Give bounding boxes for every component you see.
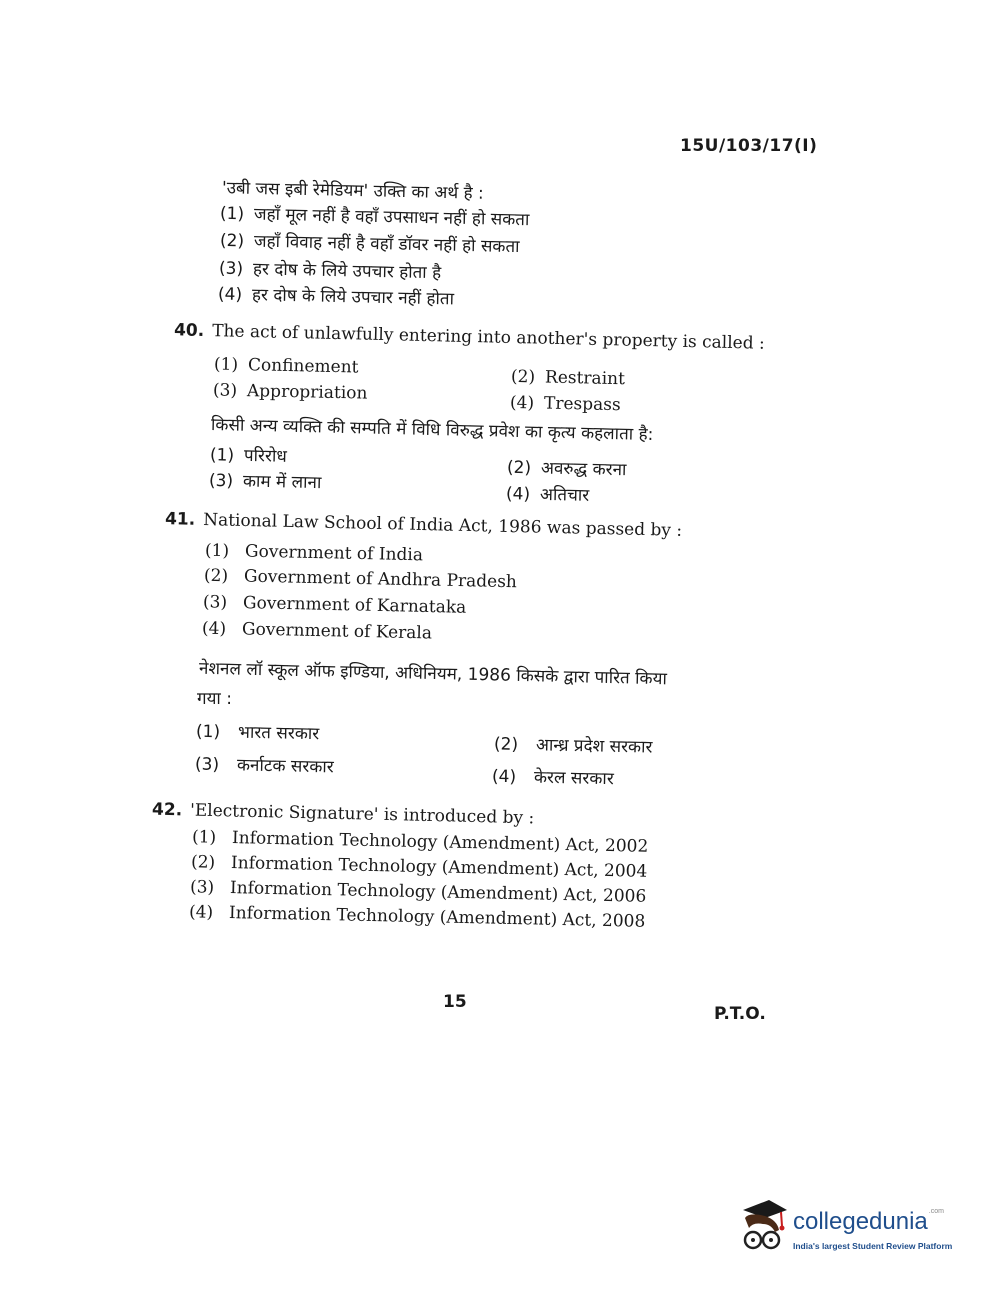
- q40-option-3: (3) Appropriation: [212, 380, 368, 404]
- q40-option-1: (1) Confinement: [213, 354, 359, 378]
- q41-option-4: (4) Government of Kerala: [201, 618, 433, 644]
- q40-hi-option-1: (1) परिरोध: [209, 445, 287, 467]
- q39-stem-hindi: 'उबी जस इबी रेमेडियम' उक्ति का अर्थ है :: [221, 178, 484, 204]
- logo-wordmark: collegedunia$^{.com}$: [793, 1208, 944, 1235]
- pto-label: P.T.O.: [714, 1004, 766, 1024]
- q42-option-4: (4) Information Technology (Amendment) Act, 2008: [188, 902, 646, 932]
- mascot-icon: [735, 1198, 791, 1262]
- collegedunia-logo: [735, 1198, 965, 1262]
- q42-option-2: (2) Information Technology (Amendment) Act, 2004: [190, 852, 648, 882]
- q41-hi-option-4: (4) केरल सरकार: [491, 766, 614, 790]
- q40-hi-option-4: (4) अतिचार: [505, 484, 590, 506]
- q42-option-3: (3) Information Technology (Amendment) Act, 2006: [189, 877, 647, 907]
- q41-option-2: (2) Government of Andhra Pradesh: [203, 565, 518, 593]
- q41-hi-option-3: (3) कर्नाटक सरकार: [194, 754, 334, 778]
- q41-option-3: (3) Government of Karnataka: [202, 592, 467, 618]
- q41-hi-option-1: (1) भारत सरकार: [195, 721, 320, 745]
- q39-option-3: (3) हर दोष के लिये उपचार होता है: [218, 258, 442, 284]
- q42-option-1: (1) Information Technology (Amendment) Act, 2002: [191, 827, 649, 857]
- q39-option-4: (4) हर दोष के लिये उपचार नहीं होता: [217, 284, 455, 310]
- q41-hi-option-2: (2) आन्ध्र प्रदेश सरकार: [493, 734, 653, 758]
- q39-option-2: (2) जहाँ विवाह नहीं है वहाँ डॉवर नहीं हो सकता: [219, 230, 520, 258]
- q40-option-2: (2) Restraint: [510, 366, 626, 390]
- logo-tagline: India's largest Student Review Platform: [793, 1241, 953, 1251]
- q41-stem: 41. National Law School of India Act, 1986 was passed by :: [164, 509, 683, 541]
- q40-option-4: (4) Trespass: [509, 392, 621, 416]
- paper-code: 15U/103/17(I): [680, 136, 818, 156]
- q40-stem-hindi: किसी अन्य व्यक्ति की सम्पति में विधि विरुद्ध प्रवेश का कृत्य कहलाता है:: [210, 414, 654, 446]
- q42-stem: 42. 'Electronic Signature' is introduced by :: [151, 799, 535, 829]
- q41-stem-hindi-line1: नेशनल लॉ स्कूल ऑफ इण्डिया, अधिनियम, 1986 किसके द्वारा पारित किया: [198, 658, 668, 690]
- page-number: 15: [443, 992, 467, 1012]
- q40-hi-option-3: (3) काम में लाना: [208, 470, 322, 494]
- q40-hi-option-2: (2) अवरुद्ध करना: [506, 457, 627, 481]
- q41-stem-hindi-line2: गया :: [197, 689, 232, 709]
- q40-stem: 40. The act of unlawfully entering into another's property is called :: [173, 320, 765, 354]
- q39-option-1: (1) जहाँ मूल नहीं है वहाँ उपसाधन नहीं हो सकता: [219, 203, 530, 231]
- q41-option-1: (1) Government of India: [204, 540, 424, 566]
